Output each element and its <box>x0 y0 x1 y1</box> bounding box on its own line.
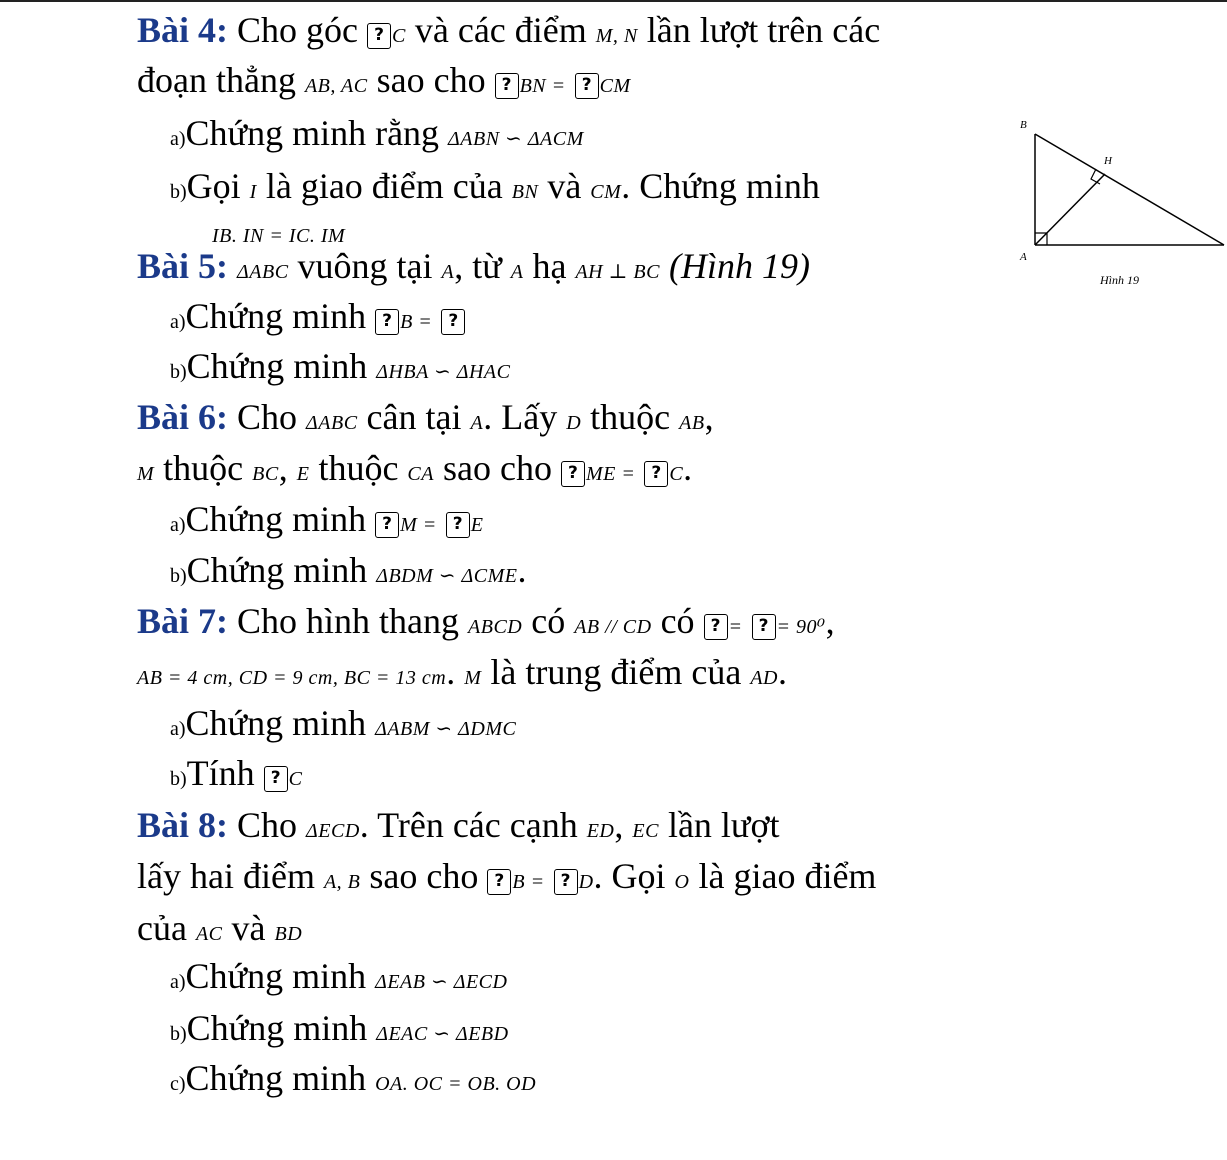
bai4-line2: đoạn thẳng AB, AC sao cho ? BN = ? CM <box>137 60 631 100</box>
missing-symbol-icon: ? <box>561 461 585 487</box>
figure-hinh-19 <box>1010 112 1227 292</box>
missing-symbol-icon: ? <box>704 614 728 640</box>
bai6-line1: Bài 6: Cho ΔABC cân tại A. Lấy D thuộc AB, <box>137 397 714 437</box>
missing-symbol-icon: ? <box>554 869 578 895</box>
label-h: H <box>1104 155 1112 167</box>
bai8-part-a: a)Chứng minh ΔEAB ∽ ΔECD <box>170 956 508 996</box>
bai4-part-b: b)Gọi I là giao điểm của BN và CM. Chứng minh <box>170 166 820 206</box>
missing-symbol-icon: ? <box>264 766 288 792</box>
bai4-line1: Bài 4: Cho góc ? C và các điểm M, N lần lượt trên các <box>137 10 881 50</box>
segment-ah <box>1035 174 1105 245</box>
bai7-line1: Bài 7: Cho hình thang ABCD có AB // CD có ? = ? = 90⁰, <box>137 601 835 641</box>
missing-symbol-icon: ? <box>367 23 391 49</box>
missing-symbol-icon: ? <box>446 512 470 538</box>
bai6-line2: M thuộc BC, E thuộc CA sao cho ? ME = ? C. <box>137 448 693 488</box>
figure-caption: Hình 19 <box>1100 273 1139 287</box>
label-b: B <box>1020 119 1027 131</box>
missing-symbol-icon: ? <box>575 73 599 99</box>
missing-symbol-icon: ? <box>375 309 399 335</box>
bai7-title: Bài 7: <box>137 601 229 641</box>
bai6-part-a: a)Chứng minh ? M = ? E <box>170 499 484 539</box>
missing-symbol-icon: ? <box>487 869 511 895</box>
missing-symbol-icon: ? <box>644 461 668 487</box>
bai8-part-b: b)Chứng minh ΔEAC ∽ ΔEBD <box>170 1008 509 1048</box>
missing-symbol-icon: ? <box>495 73 519 99</box>
bai8-title: Bài 8: <box>137 805 229 845</box>
bai8-line1: Bài 8: Cho ΔECD. Trên các cạnh ED, EC lần lượt <box>137 805 780 845</box>
bai7-part-b: b)Tính ? C <box>170 753 303 793</box>
missing-symbol-icon: ? <box>441 309 465 335</box>
bai5-title: Bài 5: <box>137 246 229 286</box>
bai6-part-b: b)Chứng minh ΔBDM ∽ ΔCME. <box>170 550 527 590</box>
bai8-part-c: c)Chứng minh OA. OC = OB. OD <box>170 1058 537 1098</box>
bai5-part-b: b)Chứng minh ΔHBA ∽ ΔHAC <box>170 346 511 386</box>
segment-bc <box>1035 134 1224 245</box>
bai7-part-a: a)Chứng minh ΔABM ∽ ΔDMC <box>170 703 517 743</box>
bai5-part-a: a)Chứng minh ? B = ? <box>170 296 466 342</box>
bai4-part-a: a)Chứng minh rằng ΔABN ∽ ΔACM <box>170 113 584 153</box>
bai8-line2: lấy hai điểm A, B sao cho ? B = ? D. Gọi O là giao điểm <box>137 856 877 896</box>
bai5-line1: Bài 5: ΔABC vuông tại A, từ A hạ AH ⊥ BC (Hình 19) <box>137 246 810 286</box>
missing-symbol-icon: ? <box>375 512 399 538</box>
bai8-line3: của AC và BD <box>137 908 303 948</box>
bai4-part-b-formula: IB. IN = IC. IM <box>212 225 346 247</box>
missing-symbol-icon: ? <box>752 614 776 640</box>
bai6-title: Bài 6: <box>137 397 229 437</box>
label-a: A <box>1020 251 1027 263</box>
bai4-title: Bài 4: <box>137 10 229 50</box>
bai7-line2: AB = 4 cm, CD = 9 cm, BC = 13 cm. M là trung điểm của AD. <box>137 652 787 692</box>
